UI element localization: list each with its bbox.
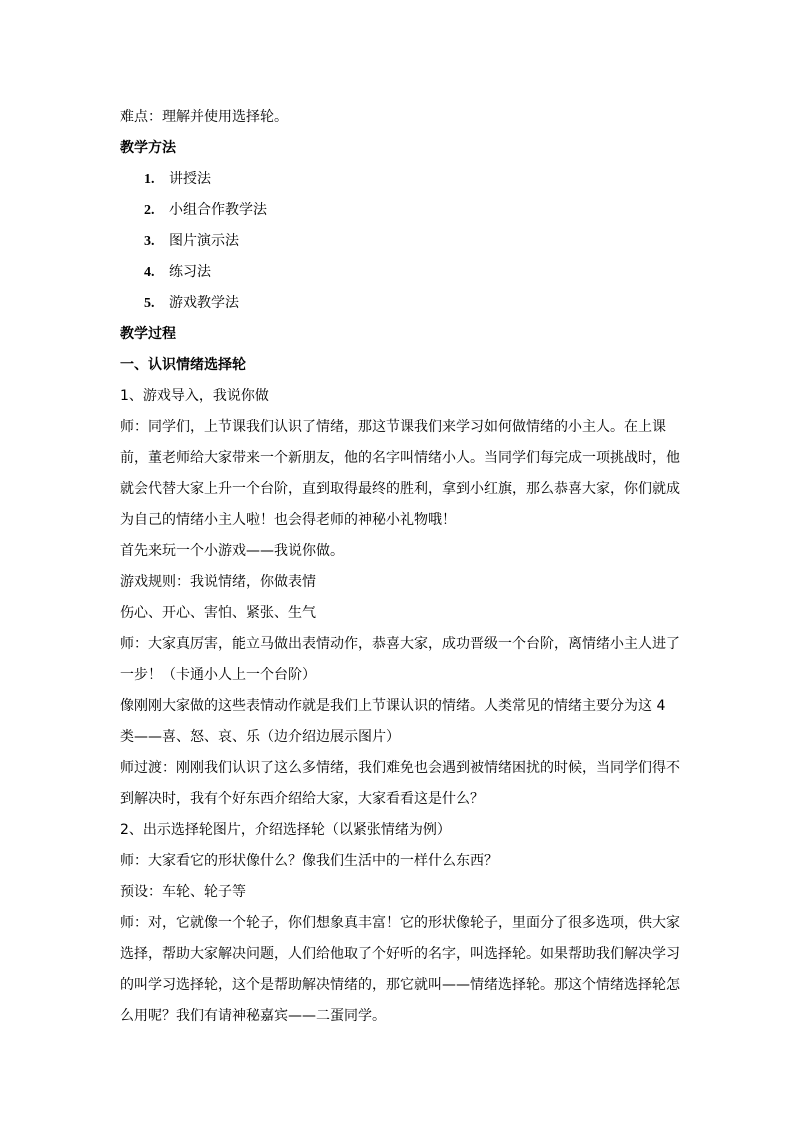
list-item (120, 195, 680, 226)
list-number: 2. (144, 203, 155, 218)
process-heading: 教学过程 (120, 326, 176, 342)
list-item (120, 226, 680, 257)
difficulty-line: 难点：理解并使用选择轮。 (120, 109, 288, 125)
paragraph: 首先来玩一个小游戏——我说你做。 (120, 543, 344, 559)
list-text: 游戏教学法 (169, 295, 239, 311)
paragraph: 师：对，它就像一个轮子，你们想象真丰富！它的形状像轮子，里面分了很多选项，供大家选择，帮助大家解决问题，人们给他取了个好听的名字，叫选择轮。如果帮助我们解决学习的叫学习选择轮，这个是帮助解决情绪的，那它就叫——情绪选择轮。那这个情绪选择轮怎么用呢？我们有请神秘嘉宾——二蛋同学。 (120, 915, 680, 1024)
list-item (120, 164, 680, 195)
document-page (120, 102, 680, 1032)
paragraph: 伤心、开心、害怕、紧张、生气 (120, 605, 316, 621)
paragraph: 像刚刚大家做的这些表情动作就是我们上节课认识的情绪。人类常见的情绪主要分为这 4 类——喜、怒、哀、乐（边介绍边展示图片） (120, 698, 666, 745)
paragraph: 师：大家真厉害，能立马做出表情动作，恭喜大家，成功晋级一个台阶，离情绪小主人进了一步！（卡通小人上一个台阶） (120, 636, 680, 683)
paragraph: 师：大家看它的形状像什么？像我们生活中的一样什么东西？ (120, 853, 498, 869)
list-number: 5. (144, 296, 155, 311)
paragraph: 预设：车轮、轮子等 (120, 884, 246, 900)
list-number: 4. (144, 265, 155, 280)
list-number: 3. (144, 234, 155, 249)
list-item (120, 257, 680, 288)
list-text: 小组合作教学法 (169, 202, 267, 218)
paragraph: 游戏规则：我说情绪，你做表情 (120, 574, 316, 590)
paragraph: 师：同学们，上节课我们认识了情绪，那这节课我们来学习如何做情绪的小主人。在上课前，董老师给大家带来一个新朋友，他的名字叫情绪小人。当同学们每完成一项挑战时，他就会代替大家上升一个台阶，直到取得最终的胜利，拿到小红旗，那么恭喜大家，你们就成为自己的情绪小主人啦！也会得老师的神秘小礼物哦！ (120, 419, 680, 528)
list-text: 练习法 (169, 264, 211, 280)
methods-heading: 教学方法 (120, 140, 176, 156)
list-text: 图片演示法 (169, 233, 239, 249)
step2-heading: 2、出示选择轮图片，介绍选择轮（以紧张情绪为例） (120, 822, 451, 838)
methods-list (120, 164, 680, 319)
section1-heading: 一、认识情绪选择轮 (120, 357, 246, 373)
list-number: 1. (144, 172, 155, 187)
step1-heading: 1、游戏导入，我说你做 (120, 388, 269, 404)
list-text: 讲授法 (169, 171, 211, 187)
list-item (120, 288, 680, 319)
paragraph: 师过渡：刚刚我们认识了这么多情绪，我们难免也会遇到被情绪困扰的时候，当同学们得不到解决时，我有个好东西介绍给大家，大家看看这是什么？ (120, 760, 680, 807)
